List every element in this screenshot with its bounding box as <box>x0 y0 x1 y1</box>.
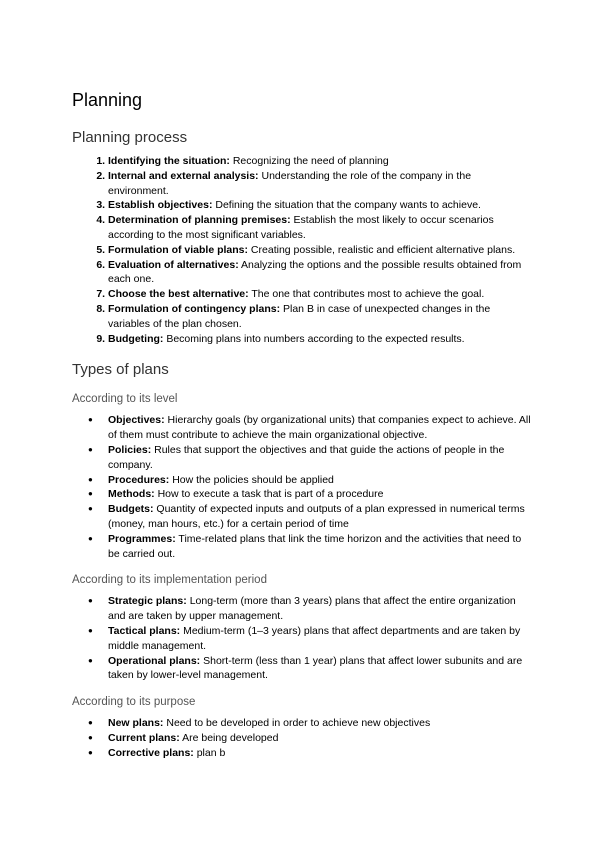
list-item: ● Budgets: Quantity of expected inputs and outputs of a plan expressed in numerical terms (money, man hours, etc.) for a certain period of time <box>108 502 532 532</box>
list-item: ● Corrective plans: plan b <box>108 746 532 761</box>
by-purpose-heading: According to its purpose <box>72 696 196 709</box>
list-item: ● Tactical plans: Medium-term (1–3 years) plans that affect departments and are taken by middle management. <box>108 624 532 654</box>
list-item: 5. Formulation of viable plans: Creating possible, realistic and efficient alternative plans. <box>108 243 532 258</box>
list-item: ● Programmes: Time-related plans that link the time horizon and the activities that need to be carried out. <box>108 532 532 562</box>
list-item: ● New plans: Need to be developed in order to achieve new objectives <box>108 716 532 731</box>
planning-process-heading: Planning process <box>72 129 188 146</box>
by-period-list <box>72 594 532 683</box>
list-item: ● Objectives: Hierarchy goals (by organizational units) that companies expect to achieve. All of them must contribute to achieve the main organizational objective. <box>108 413 532 443</box>
list-item: ● Methods: How to execute a task that is part of a procedure <box>108 487 532 502</box>
page-title: Planning <box>72 90 143 110</box>
list-item: 2. Internal and external analysis: Understanding the role of the company in the environment. <box>108 169 532 199</box>
types-of-plans-heading: Types of plans <box>72 361 169 379</box>
list-item: 7. Choose the best alternative: The one that contributes most to achieve the goal. <box>108 287 532 302</box>
list-item: 1. Identifying the situation: Recognizing the need of planning <box>108 154 532 169</box>
list-item: 3. Establish objectives: Defining the situation that the company wants to achieve. <box>108 198 532 213</box>
planning-process-list <box>72 154 532 346</box>
by-level-heading: According to its level <box>72 393 178 406</box>
list-item: ● Current plans: Are being developed <box>108 731 532 746</box>
document-page <box>72 88 532 761</box>
by-level-list <box>72 413 532 561</box>
list-item: 8. Formulation of contingency plans: Plan B in case of unexpected changes in the variables of the plan chosen. <box>108 302 532 332</box>
list-item: 6. Evaluation of alternatives: Analyzing the options and the possible results obtained from each one. <box>108 258 532 288</box>
by-period-heading: According to its implementation period <box>72 574 267 587</box>
by-purpose-list <box>72 716 532 760</box>
list-item: ● Strategic plans: Long-term (more than 3 years) plans that affect the entire organization and are taken by upper management. <box>108 594 532 624</box>
list-item: 4. Determination of planning premises: Establish the most likely to occur scenarios according to the most significant variables. <box>108 213 532 243</box>
list-item: 9. Budgeting: Becoming plans into numbers according to the expected results. <box>108 332 532 347</box>
list-item: ● Operational plans: Short-term (less than 1 year) plans that affect lower subunits and are taken by lower-level management. <box>108 654 532 684</box>
list-item: ● Procedures: How the policies should be applied <box>108 473 532 488</box>
list-item: ● Policies: Rules that support the objectives and that guide the actions of people in the company. <box>108 443 532 473</box>
